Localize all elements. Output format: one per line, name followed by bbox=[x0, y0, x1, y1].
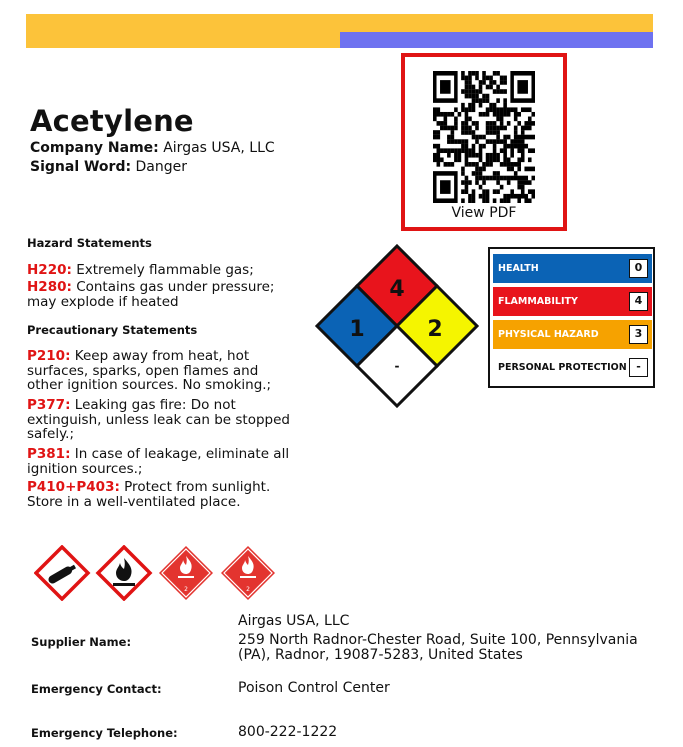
supplier-name-value: Airgas USA, LLC bbox=[238, 613, 350, 629]
nfpa-health-value: 1 bbox=[349, 317, 365, 342]
signal-word: Signal Word: Danger bbox=[30, 159, 188, 175]
hmis-value-box: 4 bbox=[629, 292, 648, 311]
nfpa-special-value: - bbox=[394, 359, 400, 373]
hmis-row-health: HEALTH 0 bbox=[493, 254, 652, 283]
nfpa-instability-value: 2 bbox=[427, 317, 443, 342]
ghs-pictograms bbox=[34, 545, 279, 601]
emergency-telephone-value: 800-222-1222 bbox=[238, 724, 338, 740]
hazard-statement-h220: H220: Extremely flammable gas; bbox=[27, 262, 254, 278]
nfpa-flammability-value: 4 bbox=[389, 277, 405, 302]
hmis-value-box: 3 bbox=[629, 325, 648, 344]
product-name: Acetylene bbox=[30, 104, 194, 138]
hazard-statements-heading: Hazard Statements bbox=[27, 236, 152, 250]
emergency-telephone-label: Emergency Telephone: bbox=[31, 726, 178, 740]
qr-pdf-link[interactable] bbox=[401, 53, 567, 231]
qr-code-icon bbox=[433, 71, 535, 203]
emergency-contact-label: Emergency Contact: bbox=[31, 682, 162, 696]
hmis-row-flammability: FLAMMABILITY 4 bbox=[493, 287, 652, 316]
nfpa-diamond bbox=[315, 244, 479, 408]
svg-text:2: 2 bbox=[184, 586, 188, 593]
flammable-gas-placard-icon bbox=[221, 546, 275, 600]
view-pdf-label: View PDF bbox=[451, 205, 517, 221]
hmis-row-personal-protection: PERSONAL PROTECTION - bbox=[493, 353, 652, 382]
precautionary-statements-heading: Precautionary Statements bbox=[27, 323, 198, 337]
supplier-address-value: 259 North Radnor-Chester Road, Suite 100, Pennsylvania (PA), Radnor, 19087-5283, United States bbox=[238, 632, 638, 663]
hmis-value-box: - bbox=[629, 358, 648, 377]
flammable-gas-placard-icon bbox=[159, 546, 213, 600]
precautionary-statement-p210: P210: Keep away from heat, hot surfaces, sparks, open flames and other ignition sources. No smoking.; bbox=[27, 348, 272, 393]
gas-cylinder-icon bbox=[36, 547, 88, 599]
svg-text:2: 2 bbox=[246, 586, 250, 593]
hazard-statement-h280: H280: Contains gas under pressure; may explode if heated bbox=[27, 279, 275, 310]
precautionary-statement-p377: P377: Leaking gas fire: Do not extinguish, unless leak can be stopped safely.; bbox=[27, 397, 290, 442]
company-name: Company Name: Airgas USA, LLC bbox=[30, 140, 275, 156]
header-accent-bar-blue bbox=[340, 32, 653, 48]
hmis-value-box: 0 bbox=[629, 259, 648, 278]
hmis-label bbox=[488, 247, 655, 388]
precautionary-statement-p410-p403: P410+P403: Protect from sunlight. Store in a well-ventilated place. bbox=[27, 479, 271, 510]
supplier-name-label: Supplier Name: bbox=[31, 635, 132, 649]
precautionary-statement-p381: P381: In case of leakage, eliminate all ignition sources.; bbox=[27, 446, 290, 477]
flame-icon bbox=[98, 547, 150, 599]
emergency-contact-value: Poison Control Center bbox=[238, 680, 390, 696]
hmis-row-physical-hazard: PHYSICAL HAZARD 3 bbox=[493, 320, 652, 349]
